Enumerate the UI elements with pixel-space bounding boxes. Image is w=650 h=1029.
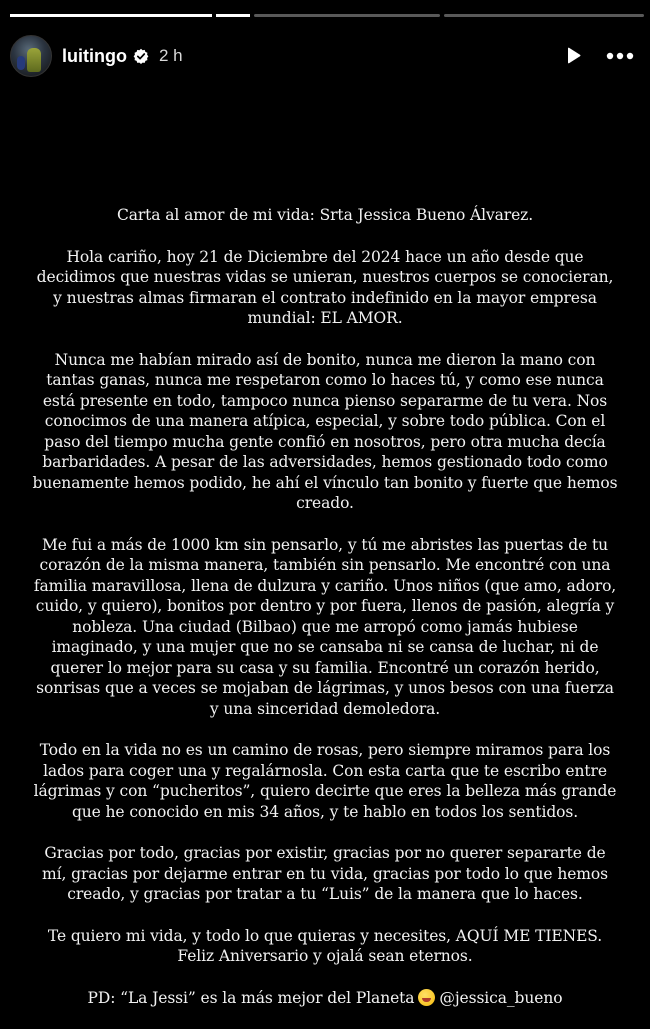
progress-fill — [216, 14, 250, 17]
story-header — [10, 34, 636, 78]
letter-title: Carta al amor de mi vida: Srta Jessica Bueno Álvarez. — [116, 206, 534, 224]
smiling-face-emoji-icon — [418, 989, 435, 1006]
more-horizontal-icon — [606, 52, 634, 60]
letter-closing — [30, 926, 620, 967]
progress-segment — [10, 14, 212, 17]
progress-segment — [254, 14, 440, 17]
progress-segment — [444, 14, 644, 17]
play-button[interactable] — [560, 43, 586, 69]
letter-paragraph: Me fui a más de 1000 km sin pensarlo, y tú me abristes las puertas de tu corazón de la misma manera, también sin pensarlo. Me encontré con una familia maravillosa, llena de dulzura y cariño. Unos niños (que amo, adoro, cuido, y quiero), bonitos por dentro y por fuera, llenos de pasión, alegría y nobleza. Una ciudad (Bilbao) que me arropó como jamás hubiese imaginado, y una mujer que no se cansaba ni se cansa de luchar, ni de querer lo mejor para su casa y su familia. Encontré un corazón herido, sonrisas que a veces se mojaban de lágrimas, y unos besos con una fuerza y una sinceridad demoledora. — [33, 535, 617, 718]
more-options-button[interactable] — [604, 43, 636, 69]
progress-fill — [10, 14, 212, 17]
letter-postscript — [30, 988, 620, 1009]
progress-segment — [216, 14, 250, 17]
verified-badge-icon — [133, 48, 149, 64]
time-ago: 2 h — [158, 46, 183, 65]
avatar[interactable] — [10, 35, 52, 77]
letter-paragraph: Gracias por todo, gracias por existir, gracias por no querer separarte de mí, gracias por dejarme entrar en tu vida, gracias por todo lo que hemos creado, y gracias por tratar a tu “Luis” de la manera que lo haces. — [42, 844, 608, 903]
letter-paragraph: Hola cariño, hoy 21 de Diciembre del 2024 hace un año desde que decidimos que nuestras vidas se unieran, nuestros cuerpos se conocieran, y nuestras almas firmaran el contrato indefinido en la mayor empresa mundial: EL AMOR. — [36, 247, 614, 327]
postscript-text: PD: “La Jessi” es la más mejor del Planeta — [87, 988, 415, 1007]
story-progress-bar — [10, 14, 640, 17]
closing-line: Te quiero mi vida, y todo lo que quieras y necesites, AQUÍ ME TIENES. — [47, 926, 603, 945]
letter-paragraph: Todo en la vida no es un camino de rosas, pero siempre miramos para los lados para coger una y regalárnosla. Con esta carta que te escribo entre lágrimas y con “pucheritos”, quiero decirte que eres la belleza más grande que he conocido en mis 34 años, y te hablo en todos los sentidos. — [33, 741, 617, 821]
avatar-detail — [17, 56, 25, 70]
letter-text — [30, 205, 620, 1029]
username[interactable]: luitingo — [62, 45, 127, 66]
avatar-detail — [27, 48, 41, 72]
user-mention[interactable]: @jessica_bueno — [439, 988, 563, 1007]
closing-line: Feliz Aniversario y ojalá sean eternos. — [177, 947, 473, 965]
play-icon — [563, 46, 583, 66]
letter-paragraph: Nunca me habían mirado así de bonito, nunca me dieron la mano con tantas ganas, nunca me respetaron como lo haces tú, y como ese nunca está presente en todo, tampoco nunca pienso separarme de tu vera. Nos conocimos de una manera atípica, especial, y sobre todo pública. Con el paso del tiempo mucha gente confió en nosotros, pero otra mucha decía barbaridades. A pesar de las adversidades, hemos gestionado todo como buenamente hemos podido, he ahí el vínculo tan bonito y fuerte que hemos creado. — [32, 350, 618, 512]
